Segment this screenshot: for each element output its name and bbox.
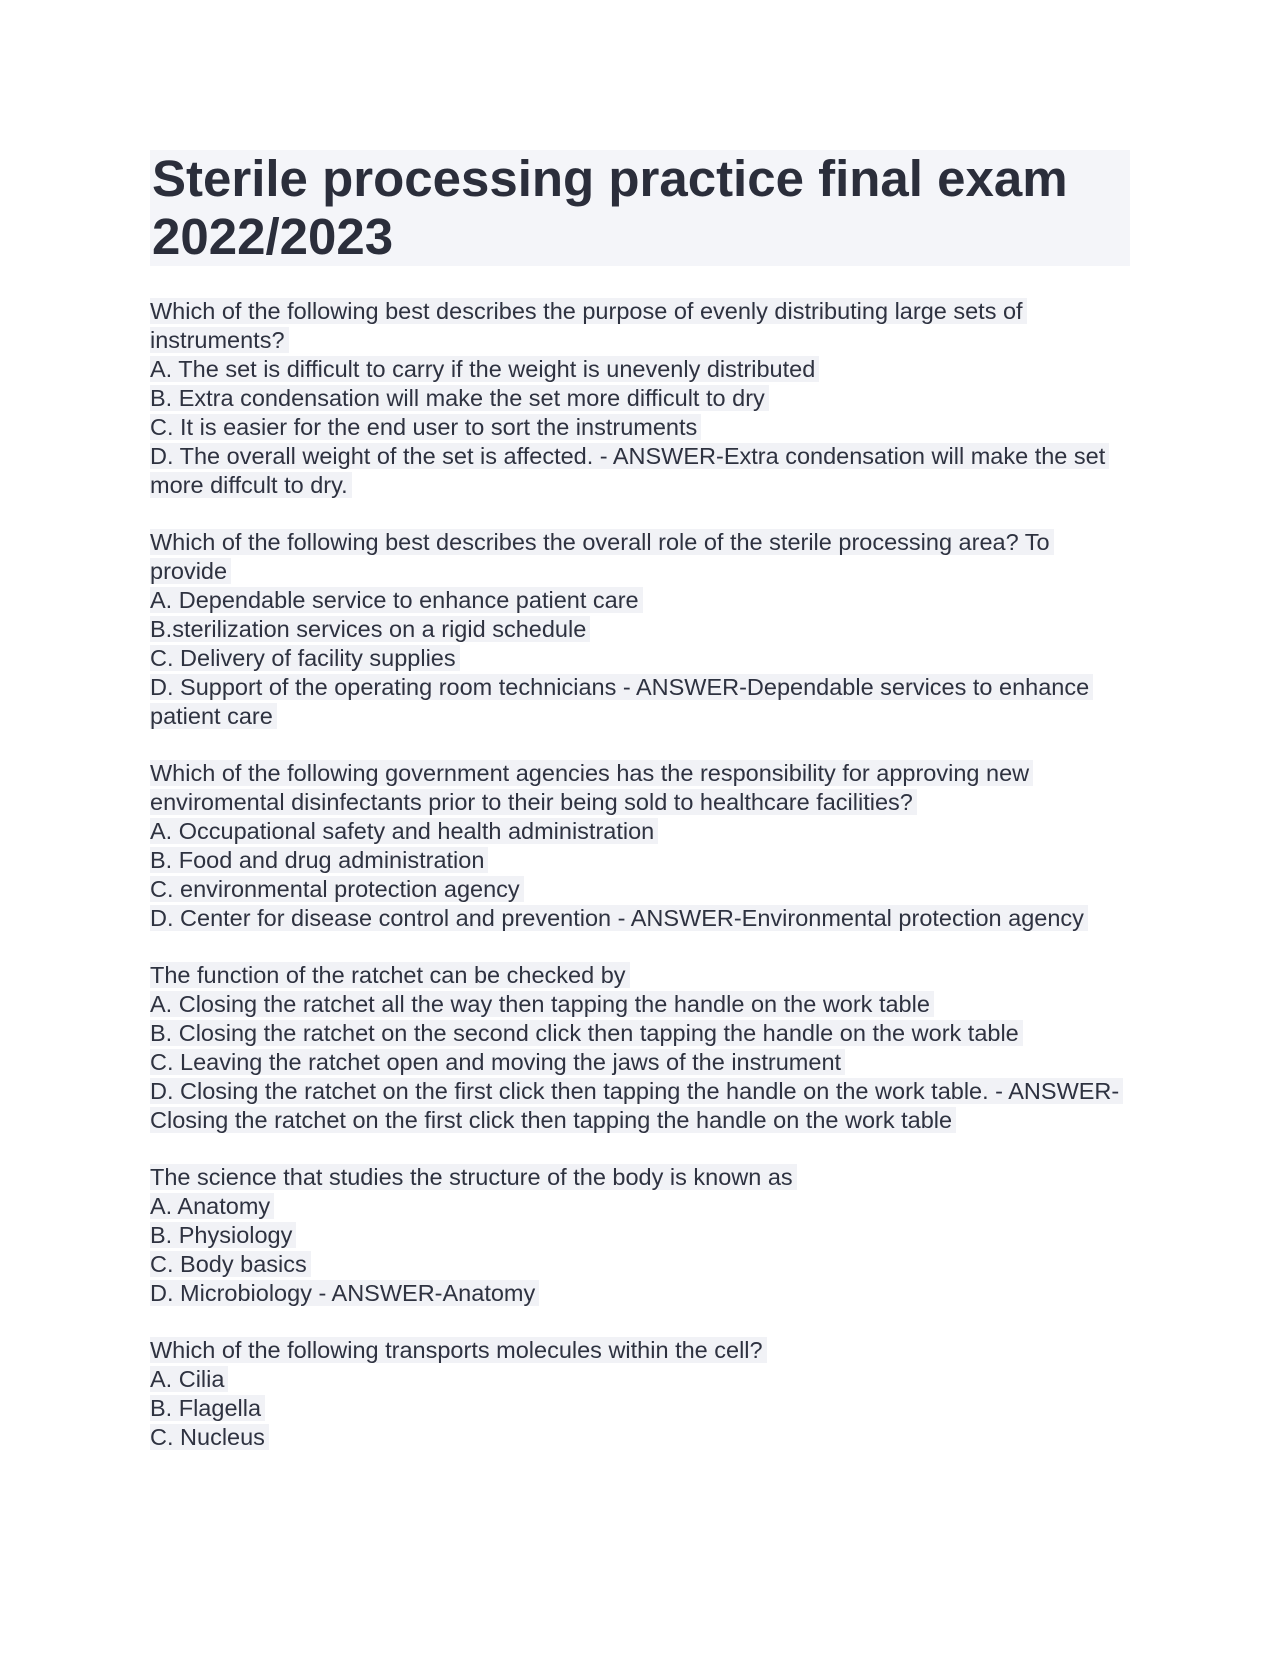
- question-stem: The function of the ratchet can be checked by: [150, 962, 630, 988]
- question-2: [150, 528, 1130, 731]
- question-stem: Which of the following best describes the overall role of the sterile processing area? To provide: [150, 529, 1054, 584]
- question-stem: Which of the following best describes the purpose of evenly distributing large sets of instruments?: [150, 298, 1027, 353]
- answer-option: D. The overall weight of the set is affected. - ANSWER-Extra condensation will make the set more diffcult to dry.: [150, 443, 1109, 498]
- answer-option: C. Nucleus: [150, 1424, 269, 1450]
- question-stem: Which of the following transports molecules within the cell?: [150, 1337, 767, 1363]
- answer-option: C. Body basics: [150, 1251, 311, 1277]
- answer-option: B. Flagella: [150, 1395, 265, 1421]
- answer-option: C. environmental protection agency: [150, 876, 524, 902]
- answer-option: B. Physiology: [150, 1222, 296, 1248]
- answer-option: D. Center for disease control and prevention - ANSWER-Environmental protection agency: [150, 905, 1088, 931]
- answer-option: D. Support of the operating room technicians - ANSWER-Dependable services to enhance patient care: [150, 674, 1093, 729]
- answer-option: D. Microbiology - ANSWER-Anatomy: [150, 1280, 539, 1306]
- answer-option: A. Cilia: [150, 1366, 228, 1392]
- answer-option: B. Food and drug administration: [150, 847, 488, 873]
- answer-option: A. Anatomy: [150, 1193, 274, 1219]
- answer-option: C. Delivery of facility supplies: [150, 645, 460, 671]
- question-6: [150, 1336, 1130, 1452]
- question-stem: The science that studies the structure of the body is known as: [150, 1164, 797, 1190]
- question-1: [150, 297, 1130, 500]
- answer-option: A. Dependable service to enhance patient care: [150, 587, 643, 613]
- title-block: [150, 150, 1130, 266]
- question-3: [150, 759, 1130, 933]
- question-4: [150, 961, 1130, 1135]
- document-page: [150, 150, 1130, 1480]
- answer-option: B.sterilization services on a rigid schedule: [150, 616, 590, 642]
- answer-option: B. Closing the ratchet on the second click then tapping the handle on the work table: [150, 1020, 1023, 1046]
- answer-option: A. Closing the ratchet all the way then tapping the handle on the work table: [150, 991, 934, 1017]
- answer-option: D. Closing the ratchet on the first click then tapping the handle on the work table. - ANSWER-Closing the ratchet on the first click then tapping the handle on the work table: [150, 1078, 1123, 1133]
- page-title: Sterile processing practice final exam 2022/2023: [152, 150, 1068, 265]
- answer-option: B. Extra condensation will make the set more difficult to dry: [150, 385, 769, 411]
- question-stem: Which of the following government agencies has the responsibility for approving new enviromental disinfectants prior to their being sold to healthcare facilities?: [150, 760, 1033, 815]
- answer-option: A. The set is difficult to carry if the weight is unevenly distributed: [150, 356, 819, 382]
- answer-option: A. Occupational safety and health administration: [150, 818, 658, 844]
- answer-option: C. Leaving the ratchet open and moving the jaws of the instrument: [150, 1049, 845, 1075]
- answer-option: C. It is easier for the end user to sort the instruments: [150, 414, 701, 440]
- question-5: [150, 1163, 1130, 1308]
